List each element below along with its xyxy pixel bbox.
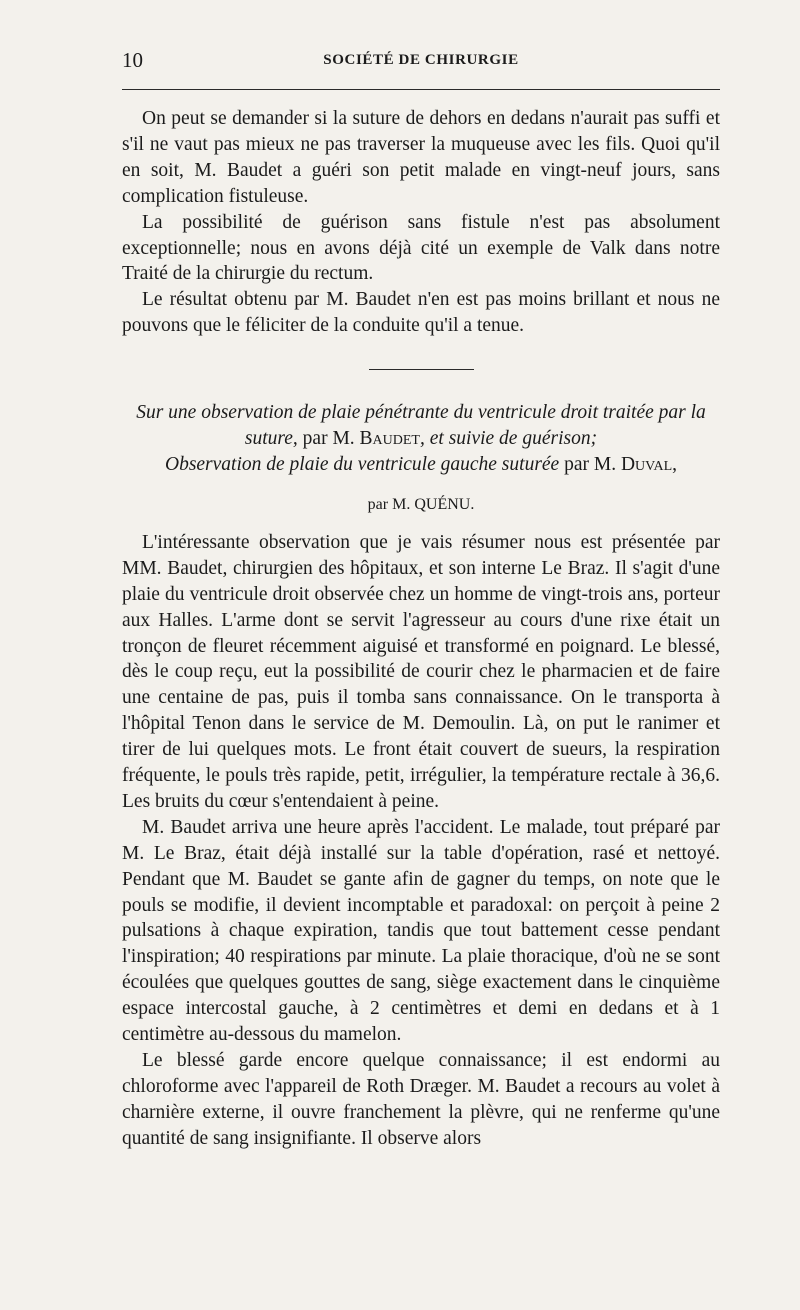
paragraph: Le blessé garde encore quelque connaissance; il est endormi au chloroforme avec l'appareil de Roth Dræger. M. Baudet a recours au volet à charnière externe, il ouvre franchement la plèvre, qui ne renferme qu'une quantité de sang insignifiante. Il observe alors <box>122 1050 720 1149</box>
title-par-1: par M. <box>297 428 360 450</box>
section-divider <box>369 369 474 370</box>
paragraph: L'intéressante observation que je vais résumer nous est présentée par MM. Baudet, chirurgien des hôpitaux, et son interne Le Braz. Il s'agit d'une plaie du ventricule droit observée chez un homme de vingt-trois ans, porteur aux Halles. L'arme dont se servit l'agresseur au cours d'une rixe était un tronçon de fleuret récemment aiguisé et transformé en poignard. Le blessé, dès le coup reçu, eut la possibilité de courir chez le pharmacien et de faire une centaine de pas, puis il tomba sans connaissance. On le transporta à l'hôpital Tenon dans le service de M. Demoulin. Là, on put le ranimer et tirer de lui quelques mots. Le front était couvert de sueurs, la respiration fréquente, le pouls très rapide, petit, irrégulier, la température rectale à 36,6. Les bruits du cœur s'entendaient à peine. <box>122 531 720 812</box>
author-duval: Duval <box>620 453 673 475</box>
text-body <box>122 106 720 1152</box>
running-title: SOCIÉTÉ DE CHIRURGIE <box>323 52 519 68</box>
title-part-3: Observation de plaie du ventricule gauche suturée <box>164 453 560 475</box>
paragraph: On peut se demander si la suture de dehors en dedans n'aurait pas suffi et s'il ne vaut pas mieux ne pas traverser la muqueuse avec les fils. Quoi qu'il en soit, M. Baudet a guéri son petit malade en vingt-neuf jours, sans complication fistuleuse. <box>122 108 720 207</box>
paragraph: La possibilité de guérison sans fistule n'est pas absolument exceptionnelle; nous en avons déjà cité un exemple de Valk dans notre Traité de la chirurgie du rectum. <box>122 211 720 285</box>
header-rule <box>122 89 720 90</box>
page-number: 10 <box>122 48 143 72</box>
title-par-2: par M. <box>559 453 621 475</box>
paragraph: Le résultat obtenu par M. Baudet n'en est pas moins brillant et nous ne pouvons que le féliciter de la conduite qu'il a tenue. <box>122 289 720 337</box>
title-part-1: Sur une observation de plaie pénétrante du ventricule droit traitée par la suture, <box>136 402 706 450</box>
title-part-2: , et suivie de guérison; <box>420 428 598 450</box>
title-tail: , <box>672 453 678 475</box>
author-baudet: Baudet <box>359 428 420 450</box>
paragraph: M. Baudet arriva une heure après l'accident. Le malade, tout préparé par M. Le Braz, était déjà installé sur la table d'opération, rasé et nettoyé. Pendant que M. Baudet se gante afin de gagner du temps, on note que le pouls se modifie, il devient incomptable et paradoxal: on perçoit à peine 2 pulsations à chaque expiration, tandis que tout battement cesse pendant l'inspiration; 40 respirations par minute. La plaie thoracique, d'où ne se sont écoulées que quelques gouttes de sang, siège exactement dans le cinquième espace intercostal gauche, à 2 centimètres et demi en dedans et à 1 centimètre au-dessous du mamelon. <box>122 816 720 1046</box>
article-body <box>122 530 720 1152</box>
page-header <box>122 46 720 76</box>
byline: par M. QUÉNU. <box>367 495 475 513</box>
article-title <box>122 400 720 478</box>
